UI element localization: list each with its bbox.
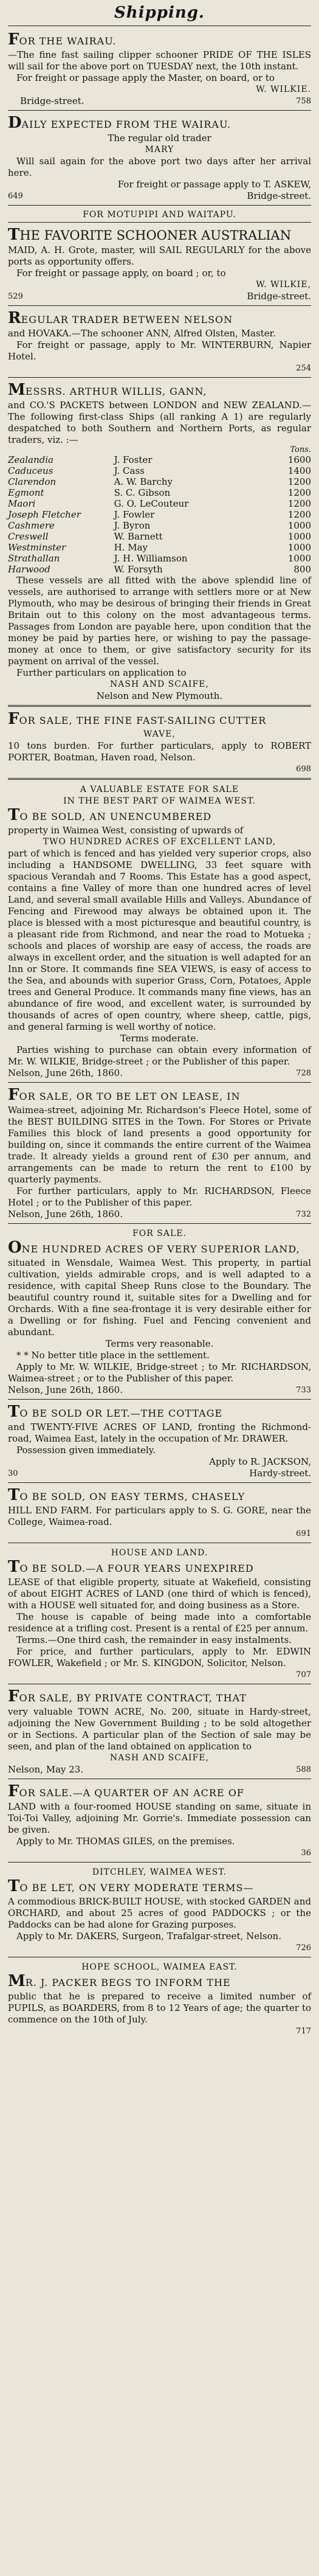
shipping-masthead: Shipping. bbox=[8, 2, 311, 26]
ad-body: HILL END FARM. For particulars apply to S. G. GORE, near the College, Waimea-road. bbox=[8, 1505, 311, 1527]
ship-tons: 1000 bbox=[287, 553, 311, 564]
ship-captain: G. O. LeCouteur bbox=[114, 498, 189, 509]
ship-name: Cashmere bbox=[8, 520, 55, 531]
ad-address: Bridge-street. bbox=[20, 95, 84, 106]
ad-body: Terms.—One third cash, the remainder in easy instalments. bbox=[16, 1634, 292, 1645]
ad-body: Will sail again for the above port two days after her arrival here. bbox=[8, 156, 311, 178]
ad-body: Apply to Mr. DAKERS, Surgeon, Trafalgar-street, Nelson. bbox=[16, 1931, 282, 1942]
ad-footer bbox=[8, 1847, 311, 1859]
ad-footer bbox=[8, 1764, 311, 1776]
ad-schooner bbox=[8, 225, 311, 306]
ad-heading: TO BE SOLD.—A FOUR YEARS UNEXPIRED bbox=[8, 1558, 254, 1576]
ad-heading: REGULAR TRADER BETWEEN NELSON bbox=[8, 309, 233, 327]
ad-signer: W. WILKIE, bbox=[256, 280, 311, 290]
ad-body: The house is capable of being made into a comfortable residence at a trifling cost. Present is a rental of £25 per annum. bbox=[8, 1611, 311, 1634]
ad-footer bbox=[8, 190, 311, 202]
table-row bbox=[8, 476, 311, 487]
ship-name: Joseph Fletcher bbox=[8, 509, 81, 520]
ad-body: For price, and further particulars, apply to Mr. EDWIN FOWLER, Wakefield ; or Mr. S. KINGDON, Solicitor, Nelson. bbox=[8, 1646, 311, 1668]
ship-name: Caduceus bbox=[8, 465, 53, 476]
ship-name: Westminster bbox=[8, 542, 66, 553]
ad-body: and TWENTY-FIVE ACRES OF LAND, fronting the Richmond-road, Waimea East, lately in the occupation of Mr. DRAWER. bbox=[8, 1422, 311, 1444]
ad-footer bbox=[8, 1669, 311, 1681]
ad-ref: 254 bbox=[296, 364, 311, 373]
ad-date: Nelson, June 26th, 1860. bbox=[8, 1384, 123, 1395]
ad-note: * * No better title place in the settlement. bbox=[16, 1350, 210, 1361]
ad-address: Hardy-street. bbox=[249, 1468, 311, 1479]
ad-body: Parties wishing to purchase can obtain every information of Mr. W. WILKIE, Bridge-street ; or the Publisher of this paper. bbox=[8, 1044, 311, 1067]
ad-title: A VALUABLE ESTATE FOR SALE bbox=[80, 785, 239, 794]
ad-private-contract bbox=[8, 1687, 311, 1779]
ad-ref: 30 bbox=[8, 1469, 18, 1478]
ship-captain: W. Barnett bbox=[114, 531, 163, 542]
ad-body: part of which is fenced and has yielded very superior crops, also including a HANDSOME DWELLING, 33 feet square with spacious Verandah and 7 Rooms. This Estate has a good aspect, contains a fine Valley of more than one hundred acres of level Land, and several small available Hills and Valleys. Abundance of Fencing and Firewood may always be obtained upon it. The place is blessed with a most picturesque and beautiful country, is a pleasant ride from Richmond, and near the road to Motueka ; schools and places of worship are easy of access, the roads are always in excellent order, and the situation is well adapted for an Inn or Store. It commands fine SEA VIEWS, is easy of access to the Sea, and abounds with superior Grass, Corn, Potatoes, Apple trees and General Produce. It commands many fine views, has an abundance of fire wood, and excellent water, is surrounded by thousands of acres of open country, where sheep, cattle, pigs, and general farming is well worthy of notice. bbox=[8, 848, 311, 1032]
ad-body: very valuable TOWN ACRE, No. 200, situate in Hardy-street, adjoining the New Government Building ; to be sold altogether or in Sections. A particular plan of the Section of sale may be seen, and plan of the land obtained on application to bbox=[8, 1706, 311, 1752]
ad-footer bbox=[8, 291, 311, 302]
ad-heading: ONE HUNDRED ACRES OF VERY SUPERIOR LAND, bbox=[8, 1238, 300, 1257]
ad-terms: Terms moderate. bbox=[120, 1033, 199, 1044]
ad-body: Further particulars on application to bbox=[16, 667, 187, 678]
ad-body: LEASE of that eligible property, situate at Wakefield, consisting of about EIGHT ACRES of LAND (one third of which is fenced), with a HOUSE well situated for, and doing business as a Store. bbox=[8, 1577, 311, 1611]
ship-tons: 1000 bbox=[287, 520, 311, 531]
ad-heading: FOR THE WAIRAU. bbox=[8, 30, 117, 49]
ad-quarter-acre bbox=[8, 1782, 311, 1863]
ad-body: For further particulars, apply to Mr. RICHARDSON, Fleece Hotel ; or to the Publisher of this paper. bbox=[8, 1186, 311, 1208]
ad-heading: FOR SALE, OR TO BE LET ON LEASE, IN bbox=[8, 1086, 241, 1104]
ad-body: and HOVAKA.—The schooner ANN, Alfred Olsten, Master. bbox=[8, 328, 276, 339]
ship-tons: 1000 bbox=[287, 542, 311, 553]
ad-body: situated in Wensdale, Waimea West. This property, in partial cultivation, yields admirable crops, and is well adapted to a residence, with capital Sheep Runs close to the Boundary. The beautiful country round it, suitable sites for a Dwelling and for Orchards. With a fine sea-frontage it is very desirable either for a Dwelling or for fishing. Fuel and Fencing convenient and abundant. bbox=[8, 1257, 311, 1338]
ad-heading: TO BE SOLD OR LET.—THE COTTAGE bbox=[8, 1403, 223, 1421]
ad-body: Waimea-street, adjoining Mr. Richardson's Fleece Hotel, some of the BEST BUILDING SITES in the Town. For Stores or Private Families this block of land presents a good opportunity for building on, since it commands the entire current of the Waimea trade. It already yields a ground rent of £30 per annum, and arrangements can be made to return the rent to £100 by quarterly payments. bbox=[8, 1105, 311, 1185]
ad-body: public that he is prepared to receive a limited number of PUPILS, as BOARDERS, from 8 to 12 Years of age; the quarter to commence on the 10th of July. bbox=[8, 1991, 311, 2025]
ship-captain: J. Byron bbox=[114, 520, 151, 531]
table-row bbox=[8, 531, 311, 542]
ad-freight: For freight or passage apply to T. ASKEW, bbox=[117, 179, 311, 190]
ship-tons: 1200 bbox=[287, 476, 311, 487]
table-row bbox=[8, 498, 311, 509]
ad-ref: 707 bbox=[296, 1670, 311, 1679]
ad-body: A commodious BRICK-BUILT HOUSE, with stocked GARDEN and ORCHARD, and about 25 acres of good PADDOCKS ; or the Paddocks can be had alone for Grazing purposes. bbox=[8, 1896, 311, 1930]
table-row bbox=[8, 542, 311, 553]
ship-name: Zealandia bbox=[8, 454, 53, 465]
ship-captain: W. Forsyth bbox=[114, 564, 163, 575]
ad-date: Nelson, June 26th, 1860. bbox=[8, 1209, 123, 1220]
ad-ref: 733 bbox=[296, 1386, 311, 1395]
ad-footer bbox=[8, 95, 311, 107]
ad-ref: 529 bbox=[8, 292, 23, 301]
ad-body: 10 tons burden. For further particulars, apply to ROBERT PORTER, Boatman, Haven road, Nelson. bbox=[8, 740, 311, 763]
ad-address: Bridge-street. bbox=[247, 291, 311, 302]
ad-hundred-acres bbox=[8, 1226, 311, 1400]
ad-subtitle: IN THE BEST PART OF WAIMEA WEST. bbox=[63, 796, 256, 806]
ad-heading: MR. J. PACKER BEGS TO INFORM THE bbox=[8, 1972, 231, 1990]
ad-motupipi-title bbox=[8, 208, 311, 223]
ad-daily-expected bbox=[8, 113, 311, 206]
ship-tons: 800 bbox=[293, 564, 311, 575]
ad-wave-cutter bbox=[8, 709, 311, 780]
ad-signer: NASH AND SCAIFE, bbox=[110, 679, 209, 689]
ad-heading: FOR SALE, THE FINE FAST-SAILING CUTTER bbox=[8, 710, 267, 728]
ship-name: Creswell bbox=[8, 531, 49, 542]
ship-name: Clarendon bbox=[8, 476, 57, 487]
table-row bbox=[8, 520, 311, 531]
ad-hope-school bbox=[8, 1960, 311, 2040]
ship-captain: S. C. Gibson bbox=[114, 487, 171, 498]
ship-tons: 1000 bbox=[287, 531, 311, 542]
table-row bbox=[8, 487, 311, 498]
ad-freight: For freight or passage, apply to Mr. WINTERBURN, Napier Hotel. bbox=[8, 339, 311, 362]
ship-tons: 1600 bbox=[287, 454, 311, 465]
ad-heading: TO BE SOLD, ON EASY TERMS, CHASELY bbox=[8, 1486, 245, 1504]
ad-title: FOR SALE. bbox=[132, 1229, 187, 1238]
ad-body: Apply to Mr. W. WILKIE, Bridge-street ; to Mr. RICHARDSON, Waimea-street ; or to the Publisher of this paper. bbox=[8, 1361, 311, 1384]
ships-table bbox=[8, 454, 311, 575]
ship-captain: J. Cass bbox=[114, 465, 145, 476]
ad-ref: 732 bbox=[296, 1210, 311, 1219]
table-row bbox=[8, 553, 311, 564]
ad-heading: TO BE SOLD, AN UNENCUMBERED bbox=[8, 806, 212, 824]
table-row bbox=[8, 564, 311, 575]
ship-tons: 1400 bbox=[287, 465, 311, 476]
ships-tons-label: Tons. bbox=[290, 445, 311, 454]
ad-house-and-land bbox=[8, 1546, 311, 1684]
ad-body: These vessels are all fitted with the above splendid line of vessels, are authorised to arrange with settlers more or at New Plymouth, who may be desirous of bringing their friends in Great Britain out to this colony on the most advantageous terms. Passages from London are payable here, upon condition that the money be paid by parties here, or wishing to pay the passage-money at once to them, or give satisfactory security for its payment on arrival of the vessel. bbox=[8, 575, 311, 667]
ad-freight: For freight or passage apply the Master, on board, or to bbox=[16, 72, 275, 83]
ad-footer bbox=[8, 1528, 311, 1540]
ad-heading: FOR SALE.—A QUARTER OF AN ACRE OF bbox=[8, 1782, 244, 1800]
ad-ref: 758 bbox=[296, 97, 311, 106]
ship-name: Strathallan bbox=[8, 553, 60, 564]
ad-signer: W. WILKIE. bbox=[256, 85, 311, 94]
ad-footer bbox=[8, 1384, 311, 1396]
ad-ref: 726 bbox=[296, 1943, 311, 1953]
ad-body: Apply to Mr. THOMAS GILES, on the premises. bbox=[16, 1836, 235, 1847]
ad-terms: Terms very reasonable. bbox=[105, 1338, 214, 1349]
ad-title: DITCHLEY, WAIMEA WEST. bbox=[92, 1867, 227, 1877]
ship-captain: J. H. Williamson bbox=[114, 553, 188, 564]
ad-ditchley bbox=[8, 1865, 311, 1957]
ad-address: Bridge-street. bbox=[247, 190, 311, 201]
ad-heading: DAILY EXPECTED FROM THE WAIRAU. bbox=[8, 114, 232, 132]
ad-address: Nelson and New Plymouth. bbox=[96, 690, 223, 701]
ad-possession: Possession given immediately. bbox=[16, 1445, 156, 1456]
ad-ref: 649 bbox=[8, 192, 23, 201]
ad-title: FOR MOTUPIPI AND WAITAPU. bbox=[83, 210, 236, 220]
ad-ref: 698 bbox=[296, 765, 311, 774]
ship-name: Egmont bbox=[8, 487, 44, 498]
table-row bbox=[8, 454, 311, 465]
ship-captain: A. W. Barchy bbox=[114, 476, 173, 487]
ad-body: and CO.'S PACKETS between LONDON and NEW ZEALAND.—The following first-class Ships (all ranking A 1) are regularly despatched to both Southern and Northern Ports, as regular traders, viz. :— bbox=[8, 400, 311, 445]
ad-footer bbox=[8, 2026, 311, 2037]
ad-date: Nelson, June 26th, 1860. bbox=[8, 1068, 123, 1078]
ad-footer bbox=[8, 1942, 311, 1954]
ad-cottage bbox=[8, 1402, 311, 1483]
ad-subheading: TWO HUNDRED ACRES OF EXCELLENT LAND, bbox=[43, 837, 276, 847]
table-row bbox=[8, 465, 311, 476]
ad-regular-trader bbox=[8, 308, 311, 378]
ad-title: HOPE SCHOOL, WAIMEA EAST. bbox=[81, 1962, 238, 1972]
ship-tons: 1200 bbox=[287, 509, 311, 520]
ad-ref: 717 bbox=[296, 2027, 311, 2036]
ad-valuable-estate bbox=[8, 782, 311, 1083]
ship-name: Maori bbox=[8, 498, 36, 509]
ad-title: HOUSE AND LAND. bbox=[111, 1548, 208, 1558]
table-row bbox=[8, 509, 311, 520]
ad-signer: NASH AND SCAIFE, bbox=[110, 1753, 209, 1763]
ad-footer bbox=[8, 1468, 311, 1479]
ship-captain: J. Fowler bbox=[114, 509, 155, 520]
ad-vessel: MARY bbox=[145, 145, 174, 154]
ad-footer bbox=[8, 763, 311, 775]
ad-heading: MESSRS. ARTHUR WILLIS, GANN, bbox=[8, 381, 207, 399]
ad-line: The regular old trader bbox=[108, 133, 211, 144]
ad-ref: 691 bbox=[296, 1529, 311, 1538]
ship-captain: J. Foster bbox=[114, 454, 153, 465]
ad-chasely bbox=[8, 1485, 311, 1543]
ad-vessel: WAVE, bbox=[143, 729, 176, 739]
ship-tons: 1200 bbox=[287, 487, 311, 498]
ship-tons: 1200 bbox=[287, 498, 311, 509]
ad-lease-waimea-street bbox=[8, 1085, 311, 1224]
ad-heading: TO BE LET, ON VERY MODERATE TERMS— bbox=[8, 1877, 254, 1895]
ad-body: LAND with a four-roomed HOUSE standing on same, situate in Toi-Toi Valley, adjoining Mr. Gorrie's. Immediate possession can be given. bbox=[8, 1801, 311, 1835]
ship-name: Harwood bbox=[8, 564, 50, 575]
ad-wairau bbox=[8, 30, 311, 111]
ad-footer bbox=[8, 1068, 311, 1079]
ad-body: property in Waimea West, consisting of upwards of bbox=[8, 825, 244, 836]
ad-footer bbox=[8, 363, 311, 374]
ad-body: —The fine fast sailing clipper schooner PRIDE OF THE ISLES will sail for the above port on TUESDAY next, the 10th instant. bbox=[8, 49, 311, 72]
ship-captain: H. May bbox=[114, 542, 148, 553]
ad-willis-packets bbox=[8, 380, 311, 707]
ad-footer bbox=[8, 1209, 311, 1220]
ad-ref: 588 bbox=[296, 1765, 311, 1774]
ad-date: Nelson, May 23. bbox=[8, 1764, 84, 1775]
ad-freight: For freight or passage apply, on board ; or, to bbox=[16, 268, 226, 279]
ad-heading: FOR SALE, BY PRIVATE CONTRACT, THAT bbox=[8, 1687, 247, 1706]
ad-heading: THE FAVORITE SCHOONER AUSTRALIAN bbox=[8, 226, 292, 244]
ad-body: MAID, A. H. Grote, master, will SAIL REGULARLY for the above ports as opportunity offers. bbox=[8, 245, 311, 267]
ad-contact: Apply to R. JACKSON, bbox=[209, 1456, 311, 1467]
ad-ref: 728 bbox=[296, 1069, 311, 1078]
ad-ref: 36 bbox=[301, 1849, 311, 1858]
